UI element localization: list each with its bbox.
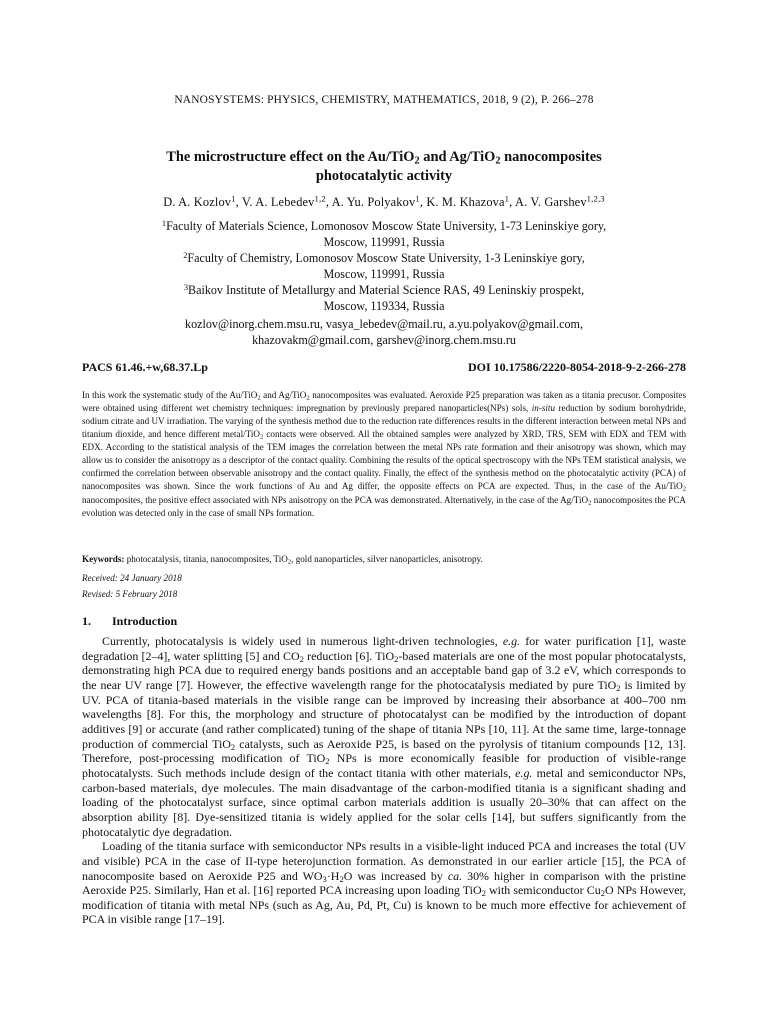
pacs-code: PACS 61.46.+w,68.37.Lp (82, 360, 208, 374)
revised-date: Revised: 5 February 2018 (82, 589, 178, 599)
affiliation: $^1$Faculty of Materials Science, Lomonosov Moscow State University, 1-73 Leninskiye gory, Moscow, 119991, Russia (161, 217, 607, 249)
author: D. A. Kozlov (163, 195, 232, 209)
doi-link[interactable]: DOI 10.17586/2220-8054-2018-9-2-266-278 (468, 360, 686, 374)
section-heading: 1. Introduction (82, 614, 178, 628)
introduction-text (82, 634, 686, 927)
journal-header: NANOSYSTEMS: PHYSICS, CHEMISTRY, MATHEMATICS, 2018, 9 (2), P. 266–278 (174, 94, 594, 106)
article-title: The microstructure effect on the Au/TiO$_2$ and Ag/TiO$_2$ nanocomposites photocatalytic activity (166, 149, 602, 184)
keywords: Keywords: photocatalysis, titania, nanocomposites, TiO$_2$, gold nanoparticles, silver nanoparticles, anisotropy. (82, 554, 483, 566)
author-emails: kozlov@inorg.chem.msu.ru, vasya_lebedev@mail.ru, a.yu.polyakov@gmail.com, khazovakm@gmail.com, garshev@inorg.chem.msu.ru (185, 317, 583, 347)
author: K. M. Khazova (426, 195, 505, 209)
author-list: D. A. Kozlov$^1$, V. A. Lebedev$^{1,2}$, A. Yu. Polyakov$^1$, K. M. Khazova$^1$, A. V. Garshev$^{1,2,3}$ (163, 193, 605, 209)
author: A. Yu. Polyakov (331, 195, 416, 209)
paragraph: Loading of the titania surface with semiconductor NPs results in a visible-light induced PCA and increases the total (UV and visible) PCA in the case of II-type heterojunction formation. As demonstrated in our earlier article [15], the PCA of nanocomposite based on Aeroxide P25 and $WO_3\cdot H_2O$ was increased by ca. 30% higher in comparison with the pristine Aeroxide P25. Similarly, Han et al. [16] reported PCA increasing upon loading TiO$_2$ with semiconductor $Cu_2O$ NPs However, modification of titania with metal NPs (such as Ag, Au, Pd, Pt, Cu) is known to be much more effective for achievement of PCA in visible range [17–19]. (82, 839, 686, 927)
affiliation: $^2$Faculty of Chemistry, Lomonosov Moscow State University, 1-3 Leninskiye gory, Moscow, 119991, Russia (183, 249, 585, 281)
author: A. V. Garshev (514, 195, 587, 209)
received-date: Received: 24 January 2018 (82, 573, 182, 583)
affiliation: $^3$Baikov Institute of Metallurgy and Material Science RAS, 49 Leninskiy prospekt, Moscow, 119334, Russia (183, 281, 585, 313)
author: V. A. Lebedev (241, 195, 315, 209)
abstract: In this work the systematic study of the Au/TiO$_2$ and Ag/TiO$_2$ nanocomposites was evaluated. Aeroxide P25 preparation was taken as a titania precusor. Composites were obtained using different wet chemistry techniques: impregnation by previously prepared nanoparticles(NPs) sols, in-situ reduction by sodium borohydride, sodium citrate and UV irradiation. The varying of the synthesis method due to the reduction rate differences results in the different interaction between metal NPs and titanium dioxide, and hence different metal/TiO$_2$ contacts were observed. All the obtained samples were analyzed by XRD, TRS, SEM with EDX and TEM with EDX. According to the statistical analysis of the TEM images the correlation between the metal NPs rate formation and their anisotropy was shown, which may allow us to consider the anisotropy as a descriptor of the contact quality. Combining the results of the optical spectroscopy with the NPs TEM statistical analysis, we confirmed the correlation between observable anisotropy and the contact quality. Finally, the effect of the synthesis method on the photocatalytic activity (PCA) of nanocomposites was shown. Since the work functions of Au and Ag differ, the opposite effects on PCA are expected. Thus, in the case of the Au/TiO$_2$ nanocomposites, the positive effect associated with NPs anisotropy on the PCA was demonstrated. Alternatively, in the case of the Ag/TiO$_2$ nanocomposites the PCA evolution was detected only in the case of small NPs formation. (82, 390, 686, 518)
paragraph: Currently, photocatalysis is widely used in numerous light-driven technologies, e.g. for water purification [1], waste degradation [2–4], water splitting [5] and $CO_2$ reduction [6]. TiO$_2$-based materials are one of the most popular photocatalysts, demonstrating high PCA due to required energy bands positions and an acceptable band gap of 3.2 eV, which corresponds to the near UV range [7]. However, the effective wavelength range for the photocatalysis mediated by pure TiO$_2$ is limited by UV. PCA of titania-based materials in the visible range can be improved by increasing their absorbance at 400–700 nm wavelengths [8]. For this, the morphology and structure of photocatalyst can be modified by the introduction of dopant additives [9] or accurate (and rather complicated) tuning of the shape of titania NPs [10, 11]. At the same time, large-tonnage production of commercial TiO$_2$ catalysts, such as Aeroxide P25, is based on the pyrolysis of titanium compounds [12, 13]. Therefore, post-processing modification of TiO$_2$ NPs is more economically feasible for production of visible-range photocatalysts. Such methods include design of the contact titania with other materials, e.g. metal and semiconductor NPs, carbon-based materials, dye molecules. The main disadvantage of the carbon-modified titania is a significant shading and loading of the photocatalyst surface, since optimal carbon materials addition is usually 20–30% that can affect on the absorption ability [8]. Dye-sensitized titania is widely applied for the solar cells [14], but suffers significantly from the photocatalytic dye degradation. (82, 634, 687, 839)
